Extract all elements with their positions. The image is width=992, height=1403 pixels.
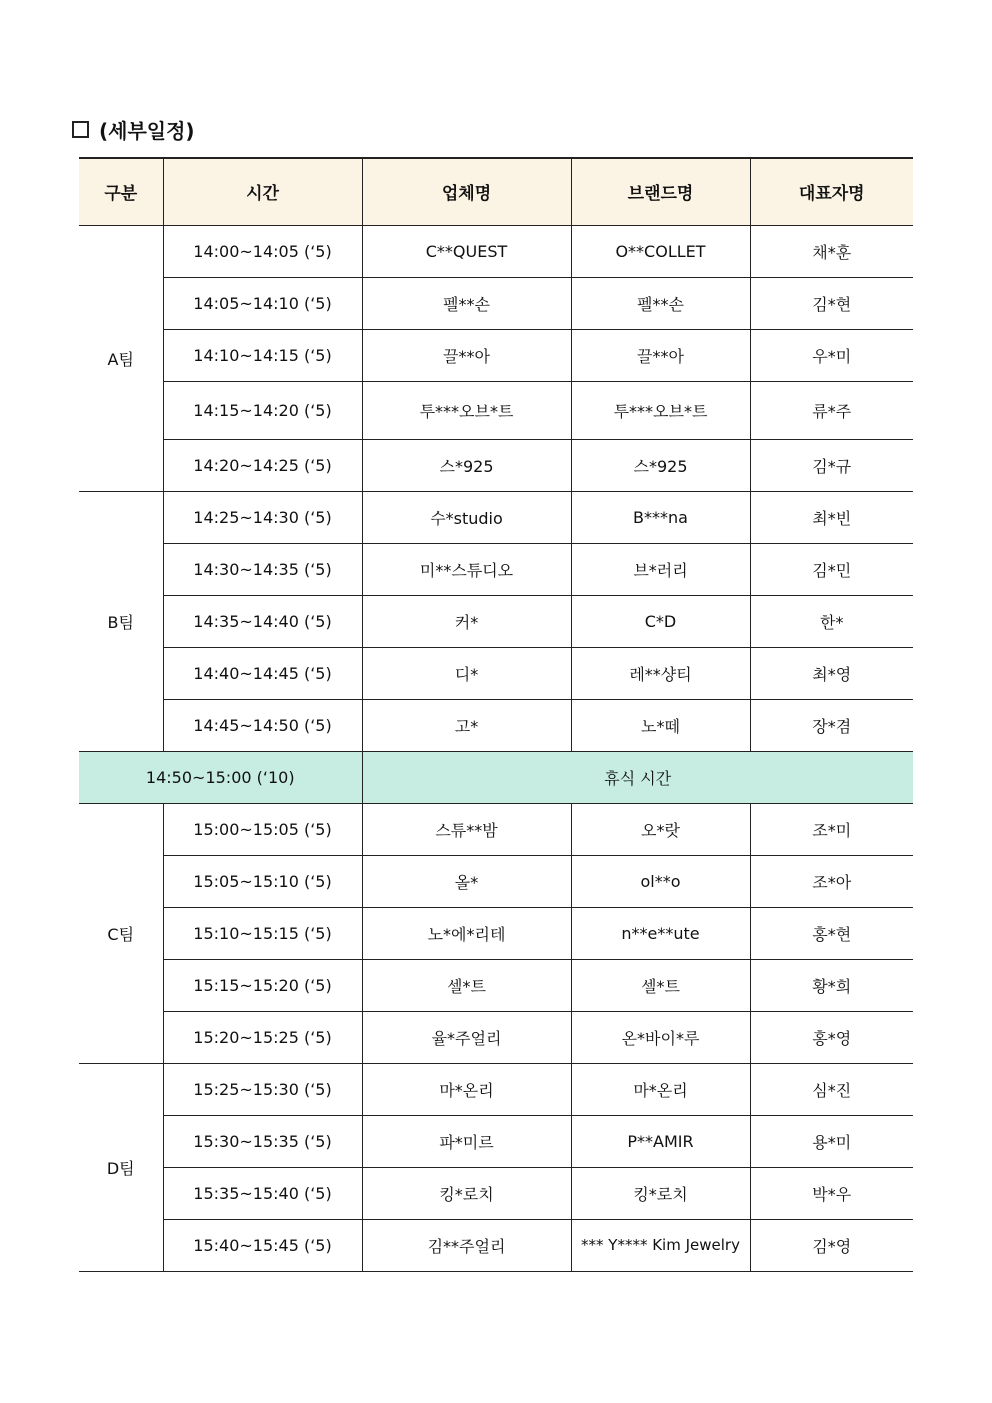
rep-cell: 류*주 (750, 381, 913, 439)
time-cell: 15:30~15:35 (‘5) (163, 1115, 362, 1167)
table-row (79, 1011, 913, 1063)
brand-cell: B***na (571, 491, 750, 543)
brand-cell: O**COLLET (571, 225, 750, 277)
table-row (79, 1115, 913, 1167)
table-row (79, 329, 913, 381)
break-row (79, 751, 913, 803)
column-header-division: 구분 (79, 158, 163, 225)
brand-cell: 스*925 (571, 439, 750, 491)
team-cell-d: D팀 (79, 1063, 163, 1271)
company-cell: 스*925 (362, 439, 571, 491)
rep-cell: 조*미 (750, 803, 913, 855)
time-cell: 15:25~15:30 (‘5) (163, 1063, 362, 1115)
rep-cell: 장*겸 (750, 699, 913, 751)
time-cell: 14:25~14:30 (‘5) (163, 491, 362, 543)
time-cell: 14:00~14:05 (‘5) (163, 225, 362, 277)
section-title: (세부일정) (99, 118, 195, 143)
table-row (79, 1167, 913, 1219)
rep-cell: 김*규 (750, 439, 913, 491)
company-cell: 수*studio (362, 491, 571, 543)
brand-cell: P**AMIR (571, 1115, 750, 1167)
brand-cell: 오*랏 (571, 803, 750, 855)
company-cell: 커* (362, 595, 571, 647)
section-heading (72, 114, 195, 144)
table-row (79, 907, 913, 959)
company-cell: 펠**손 (362, 277, 571, 329)
table-row (79, 647, 913, 699)
time-cell: 14:45~14:50 (‘5) (163, 699, 362, 751)
table-row (79, 595, 913, 647)
break-label-cell: 휴식 시간 (362, 751, 913, 803)
company-cell: 투***오브*트 (362, 381, 571, 439)
column-header-representative: 대표자명 (750, 158, 913, 225)
rep-cell: 황*희 (750, 959, 913, 1011)
brand-cell: 브*러리 (571, 543, 750, 595)
brand-cell: 온*바이*루 (571, 1011, 750, 1063)
column-header-time: 시간 (163, 158, 362, 225)
company-cell: 마*온리 (362, 1063, 571, 1115)
brand-cell: 투***오브*트 (571, 381, 750, 439)
table-row (79, 225, 913, 277)
table-header-row (79, 158, 913, 225)
rep-cell: 우*미 (750, 329, 913, 381)
rep-cell: 홍*현 (750, 907, 913, 959)
rep-cell: 홍*영 (750, 1011, 913, 1063)
company-cell: 율*주얼리 (362, 1011, 571, 1063)
brand-cell: 펠**손 (571, 277, 750, 329)
company-cell: 올* (362, 855, 571, 907)
time-cell: 14:40~14:45 (‘5) (163, 647, 362, 699)
table-row (79, 803, 913, 855)
column-header-company: 업체명 (362, 158, 571, 225)
table-row (79, 1063, 913, 1115)
brand-cell: C*D (571, 595, 750, 647)
brand-cell: 킹*로치 (571, 1167, 750, 1219)
break-time-cell: 14:50~15:00 (‘10) (79, 751, 362, 803)
time-cell: 14:05~14:10 (‘5) (163, 277, 362, 329)
rep-cell: 김*민 (750, 543, 913, 595)
time-cell: 14:10~14:15 (‘5) (163, 329, 362, 381)
rep-cell: 최*영 (750, 647, 913, 699)
team-cell-b: B팀 (79, 491, 163, 751)
rep-cell: 박*우 (750, 1167, 913, 1219)
time-cell: 14:15~14:20 (‘5) (163, 381, 362, 439)
time-cell: 14:20~14:25 (‘5) (163, 439, 362, 491)
rep-cell: 용*미 (750, 1115, 913, 1167)
table-row (79, 959, 913, 1011)
company-cell: C**QUEST (362, 225, 571, 277)
company-cell: 미**스튜디오 (362, 543, 571, 595)
brand-cell: 끌**아 (571, 329, 750, 381)
company-cell: 셀*트 (362, 959, 571, 1011)
company-cell: 디* (362, 647, 571, 699)
time-cell: 15:35~15:40 (‘5) (163, 1167, 362, 1219)
time-cell: 14:30~14:35 (‘5) (163, 543, 362, 595)
brand-cell: n**e**ute (571, 907, 750, 959)
time-cell: 15:15~15:20 (‘5) (163, 959, 362, 1011)
time-cell: 15:05~15:10 (‘5) (163, 855, 362, 907)
time-cell: 15:20~15:25 (‘5) (163, 1011, 362, 1063)
schedule-table (79, 157, 913, 1272)
company-cell: 김**주얼리 (362, 1219, 571, 1271)
time-cell: 15:10~15:15 (‘5) (163, 907, 362, 959)
brand-cell: 셀*트 (571, 959, 750, 1011)
rep-cell: 김*영 (750, 1219, 913, 1271)
brand-cell: 마*온리 (571, 1063, 750, 1115)
rep-cell: 김*현 (750, 277, 913, 329)
company-cell: 스튜**밤 (362, 803, 571, 855)
rep-cell: 채*훈 (750, 225, 913, 277)
column-header-brand: 브랜드명 (571, 158, 750, 225)
company-cell: 킹*로치 (362, 1167, 571, 1219)
table-row (79, 699, 913, 751)
brand-cell: ol**o (571, 855, 750, 907)
rep-cell: 한* (750, 595, 913, 647)
time-cell: 15:00~15:05 (‘5) (163, 803, 362, 855)
table-row (79, 543, 913, 595)
company-cell: 고* (362, 699, 571, 751)
checkbox-square-icon (72, 121, 89, 138)
rep-cell: 심*진 (750, 1063, 913, 1115)
brand-cell: 노*떼 (571, 699, 750, 751)
team-cell-c: C팀 (79, 803, 163, 1063)
rep-cell: 최*빈 (750, 491, 913, 543)
table-row (79, 439, 913, 491)
rep-cell: 조*아 (750, 855, 913, 907)
table-row (79, 855, 913, 907)
time-cell: 15:40~15:45 (‘5) (163, 1219, 362, 1271)
company-cell: 노*에*리테 (362, 907, 571, 959)
company-cell: 끌**아 (362, 329, 571, 381)
table-row (79, 277, 913, 329)
table-row (79, 491, 913, 543)
team-cell-a: A팀 (79, 225, 163, 491)
brand-cell: *** Y**** Kim Jewelry (571, 1219, 750, 1271)
company-cell: 파*미르 (362, 1115, 571, 1167)
brand-cell: 레**샹티 (571, 647, 750, 699)
table-row (79, 1219, 913, 1271)
time-cell: 14:35~14:40 (‘5) (163, 595, 362, 647)
table-row (79, 381, 913, 439)
